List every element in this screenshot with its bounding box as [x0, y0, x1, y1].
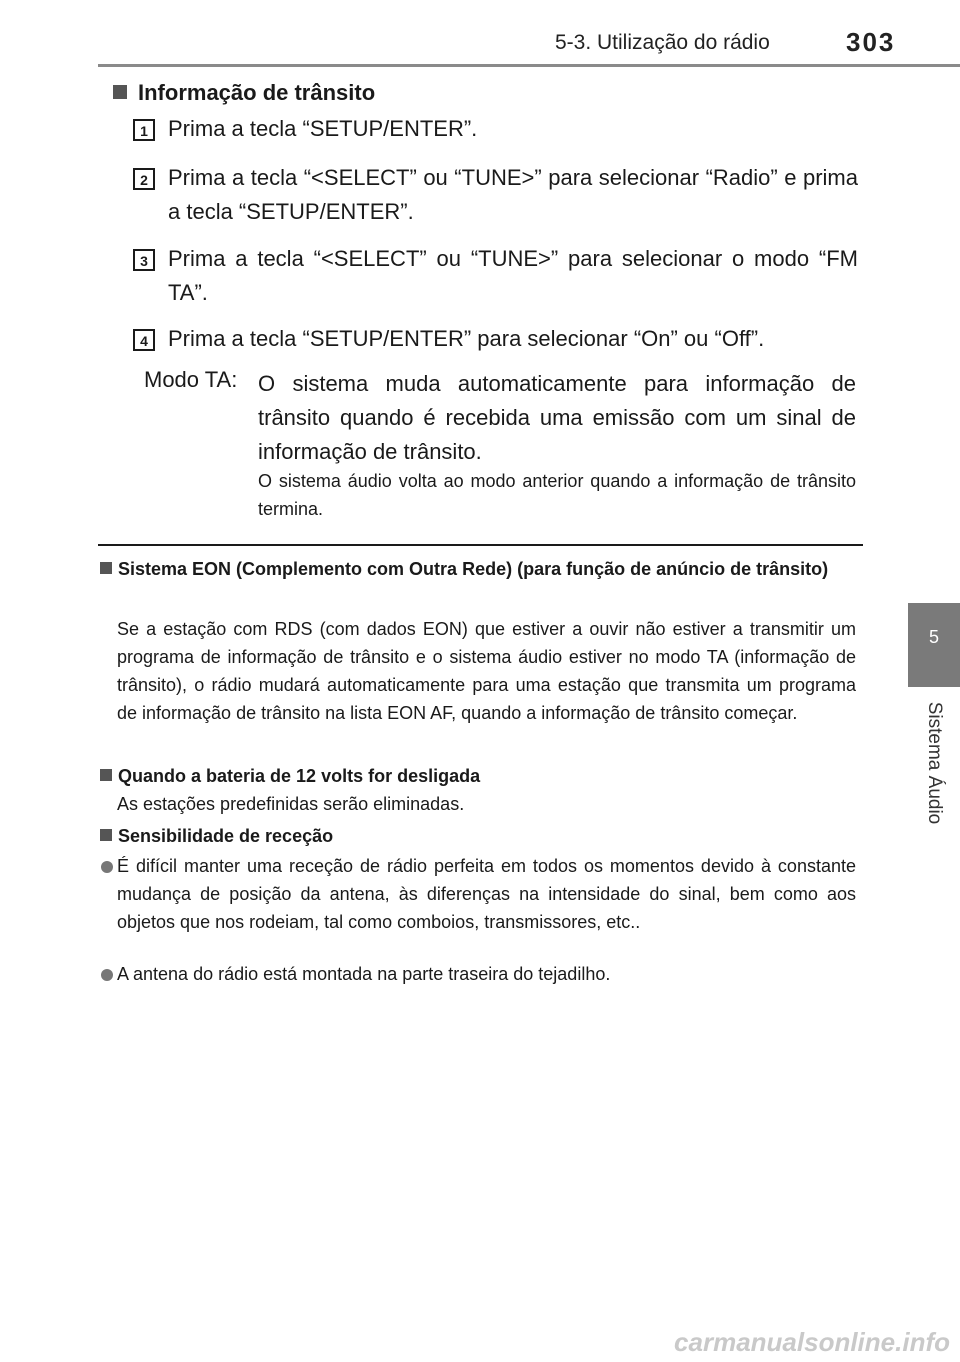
step-text: Prima a tecla “<SELECT” ou “TUNE>” para selecionar “Radio” e prima a tecla “SETUP/ENTER”.	[168, 165, 858, 224]
note-body: As estações predefinidas serão eliminadas.	[117, 794, 465, 814]
step-number-box: 4	[133, 329, 155, 351]
note-heading	[100, 762, 856, 790]
chapter-label: Sistema Áudio	[924, 701, 945, 825]
step-text: Prima a tecla “SETUP/ENTER” para selecionar “On” ou “Off”.	[168, 326, 765, 351]
modo-ta-description: O sistema muda automaticamente para informação de trânsito quando é recebida uma emissão com um sinal de informação de trânsito.	[258, 371, 856, 464]
page-number: 303	[846, 27, 896, 57]
bullet-item: É difícil manter uma receção de rádio perfeita em todos os momentos devido à constante mudança de posição da antena, às diferenças na intensidade do sinal, bem como aos objetos que nos rodeiam, tal como comboios, transmissores, etc..	[117, 856, 856, 932]
chapter-number: 5	[928, 627, 939, 647]
bullet-dot-icon	[101, 861, 113, 873]
watermark: carmanualsonline.info	[674, 1327, 950, 1357]
modo-ta-note: O sistema áudio volta ao modo anterior quando a informação de trânsito termina.	[258, 471, 856, 519]
step-number-box: 3	[133, 249, 155, 271]
modo-ta-label: Modo TA:	[144, 367, 238, 392]
note-title-text: Sensibilidade de receção	[118, 826, 334, 846]
side-tab-track	[908, 603, 960, 1243]
section-divider	[98, 544, 863, 546]
square-bullet-icon	[113, 85, 127, 99]
header-section-title: 5-3. Utilização do rádio	[555, 31, 770, 54]
bullet-item: A antena do rádio está montada na parte traseira do tejadilho.	[117, 964, 611, 984]
step-text: Prima a tecla “SETUP/ENTER”.	[168, 116, 478, 141]
step-number-box: 2	[133, 168, 155, 190]
header-divider	[98, 64, 960, 67]
note-title-text: Quando a bateria de 12 volts for desligada	[118, 766, 481, 786]
square-bullet-icon	[100, 769, 112, 781]
step-number-box: 1	[133, 119, 155, 141]
note-heading	[100, 555, 856, 583]
square-bullet-icon	[100, 829, 112, 841]
step-text: Prima a tecla “<SELECT” ou “TUNE>” para selecionar o modo “FM TA”.	[168, 246, 858, 305]
note-heading	[100, 822, 856, 850]
section-heading	[113, 80, 375, 106]
section-title-text: Informação de trânsito	[138, 80, 376, 105]
square-bullet-icon	[100, 562, 112, 574]
note-body: Se a estação com RDS (com dados EON) que estiver a ouvir não estiver a transmitir um programa de informação de trânsito e o sistema áudio estiver no modo TA (informação de trânsito), o rádio mudará automaticamente para uma estação que transmita um programa de informação de trânsito na lista EON AF, quando a informação de trânsito começar.	[117, 619, 856, 723]
bullet-dot-icon	[101, 969, 113, 981]
note-title-text: Sistema EON (Complemento com Outra Rede) (para função de anúncio de trânsito)	[118, 559, 829, 579]
